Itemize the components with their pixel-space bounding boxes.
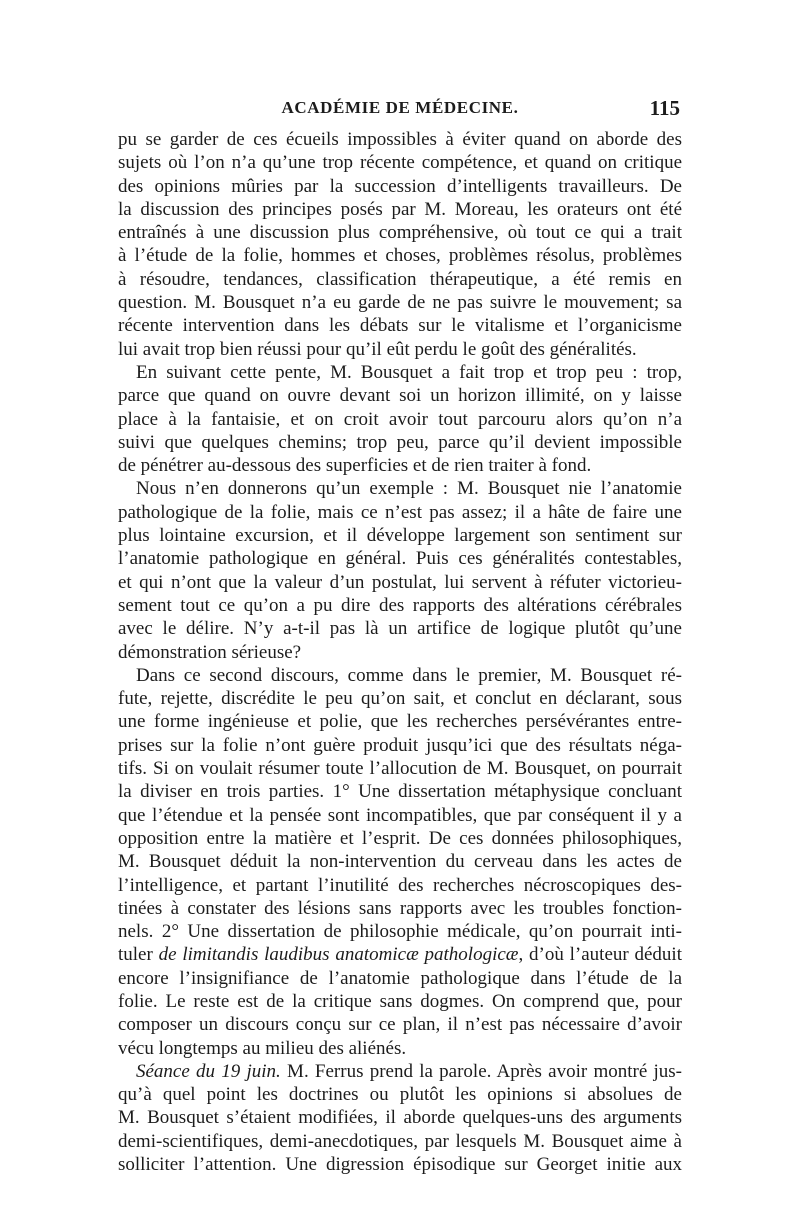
text-line: que l’étendue et la pensée sont incompatibles, que par conséquent il y a — [118, 804, 682, 826]
text-line: qu’à quel point les doctrines ou plutôt les opinions si absolues de — [118, 1084, 682, 1106]
text-line: place à la fantaisie, et on croit avoir tout parcouru alors qu’on n’a — [118, 408, 682, 430]
text-line: une forme ingénieuse et polie, que les recherches persévérantes entre- — [118, 711, 682, 733]
text-line: parce que quand on ouvre devant soi un horizon illimité, on y laisse — [118, 385, 682, 407]
text-line: prises sur la folie n’ont guère produit jusqu’ici que des résultats néga- — [118, 734, 682, 756]
text-line: vécu longtemps au milieu des aliénés. — [118, 1037, 407, 1059]
text-line: à l’étude de la folie, hommes et choses, problèmes résolus, problèmes — [118, 245, 682, 267]
text-line: sement tout ce qu’on a pu dire des rapports des altérations cérébrales — [118, 594, 682, 616]
text-line: la discussion des principes posés par M. Moreau, les orateurs ont été — [118, 198, 682, 220]
text-line: demi-scientifiques, demi-anecdotiques, par lesquels M. Bousquet aime à — [118, 1130, 682, 1152]
text-line: des opinions mûries par la succession d’intelligents travailleurs. De — [118, 175, 682, 197]
text-line: composer un discours conçu sur ce plan, il n’est pas nécessaire d’avoir — [118, 1014, 682, 1036]
text-line: lui avait trop bien réussi pour qu’il eût perdu le goût des généralités. — [118, 338, 637, 360]
text-line: opposition entre la matière et l’esprit. De ces données philosophiques, — [118, 827, 682, 849]
text-line: plus lointaine excursion, et il développe largement son sentiment sur — [118, 525, 682, 547]
text-segment: tuler — [118, 944, 159, 966]
text-line: M. Bousquet s’étaient modifiées, il aborde quelques-uns des arguments — [118, 1107, 682, 1129]
text-line: tinées à constater des lésions sans rapports avec les troubles fonction- — [118, 897, 682, 919]
text-line: sujets où l’on n’a qu’une trop récente compétence, et quand on critique — [118, 152, 682, 174]
text-line — [118, 943, 682, 966]
text-segment: M. Ferrus prend la parole. Après avoir montré jus- — [280, 1060, 682, 1082]
text-line: l’intelligence, et partant l’inutilité des recherches nécroscopiques des- — [118, 874, 682, 896]
text-line: récente intervention dans les débats sur le vitalisme et l’organicisme — [118, 315, 682, 337]
text-line: pu se garder de ces écueils impossibles à éviter quand on aborde des — [118, 129, 682, 150]
text-line: tifs. Si on voulait résumer toute l’allocution de M. Bousquet, on pourrait — [118, 758, 682, 780]
running-head-title: ACADÉMIE DE MÉDECINE. — [281, 98, 519, 117]
running-head — [118, 96, 682, 122]
italic-text: Séance du 19 juin. — [136, 1060, 281, 1082]
page-number: 115 — [649, 96, 680, 120]
text-line: encore l’insignifiance de l’anatomie pathologique dans l’étude de la — [118, 967, 682, 989]
text-line: solliciter l’attention. Une digression épisodique sur Georget initie aux — [118, 1154, 682, 1176]
text-line: la diviser en trois parties. 1° Une dissertation métaphysique concluant — [118, 781, 682, 803]
text-line — [118, 1060, 682, 1083]
text-line: folie. Le reste est de la critique sans dogmes. On comprend que, pour — [118, 990, 682, 1012]
text-line: à résoudre, tendances, classification thérapeutique, a été remis en — [118, 268, 682, 290]
text-line: Dans ce second discours, comme dans le premier, M. Bousquet ré- — [136, 664, 682, 686]
text-line: avec le délire. N’y a-t-il pas là un artifice de logique plutôt qu’une — [118, 618, 682, 640]
text-line: question. M. Bousquet n’a eu garde de ne pas suivre le mouvement; sa — [118, 292, 682, 314]
italic-text: de limitandis laudibus anatomicæ pathologicæ — [158, 944, 519, 966]
text-line: Nous n’en donnerons qu’un exemple : M. Bousquet nie l’anatomie — [136, 478, 682, 500]
text-line: suivi que quelques chemins; trop peu, parce qu’il devient impossible — [118, 431, 682, 453]
text-line: l’anatomie pathologique en général. Puis ces généralités contestables, — [118, 548, 682, 570]
text-line: entraînés à une discussion plus compréhensive, où tout ce qui a trait — [118, 222, 682, 244]
text-line: M. Bousquet déduit la non-intervention du cerveau dans les actes de — [118, 851, 682, 873]
text-line: et qui n’ont que la valeur d’un postulat, lui servent à réfuter victorieu- — [118, 571, 682, 593]
text-line: fute, rejette, discrédite le peu qu’on sait, et conclut en déclarant, sous — [118, 688, 682, 710]
text-line: de pénétrer au-dessous des superficies et de rien traiter à fond. — [118, 455, 592, 477]
text-line: pathologique de la folie, mais ce n’est pas assez; il a hâte de faire une — [118, 501, 682, 523]
text-segment: , d’où l’auteur déduit — [518, 944, 682, 966]
text-line: nels. 2° Une dissertation de philosophie médicale, qu’on pourrait inti- — [118, 921, 682, 943]
text-line: En suivant cette pente, M. Bousquet a fait trop et trop peu : trop, — [136, 361, 682, 383]
text-line: démonstration sérieuse? — [118, 641, 302, 663]
body-text — [118, 128, 682, 1176]
